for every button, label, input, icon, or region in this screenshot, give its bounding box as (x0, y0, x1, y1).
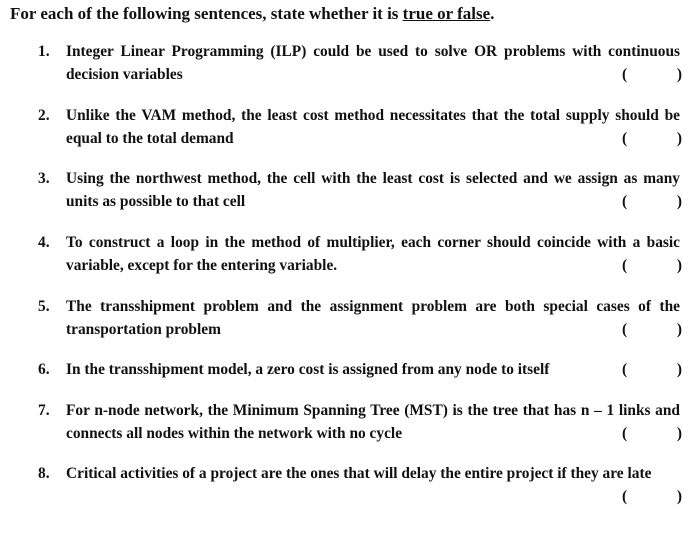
question-text: To construct a loop in the method of multiplier, each corner should coincide with a basic (66, 234, 680, 251)
question-number: 6. (38, 361, 50, 378)
question-text-continued: decision variables (66, 66, 183, 83)
open-paren: ( (622, 66, 628, 83)
answer-blank[interactable] (622, 485, 682, 508)
question-text-continued: connects all nodes within the network with no cycle (66, 425, 403, 442)
question-number: 2. (38, 107, 50, 124)
answer-blank[interactable] (622, 422, 682, 445)
open-paren: ( (622, 361, 628, 378)
question-text-continued: transportation problem (66, 321, 221, 338)
instructions-text: For each of the following sentences, state whether it is (10, 4, 403, 23)
question-text: For n-node network, the Minimum Spanning Tree (MST) is the tree that has n – 1 links and (66, 402, 680, 419)
close-paren: ) (676, 66, 682, 83)
open-paren: ( (622, 193, 628, 210)
close-paren: ) (676, 257, 682, 274)
instructions-heading (10, 4, 494, 24)
answer-blank[interactable] (622, 254, 682, 277)
open-paren: ( (622, 257, 628, 274)
close-paren: ) (676, 321, 682, 338)
question-text-continued: equal to the total demand (66, 130, 234, 147)
close-paren: ) (676, 193, 682, 210)
answer-blank[interactable] (622, 127, 682, 150)
open-paren: ( (622, 425, 628, 442)
question-number: 7. (38, 402, 50, 419)
close-paren: ) (676, 425, 682, 442)
question-text: Unlike the VAM method, the least cost method necessitates that the total supply should be (66, 107, 680, 124)
question-number: 1. (38, 43, 50, 60)
question-text-continued: units as possible to that cell (66, 193, 246, 210)
answer-blank[interactable] (622, 358, 682, 381)
question-text: In the transshipment model, a zero cost is assigned from any node to itself (66, 361, 550, 378)
open-paren: ( (622, 130, 628, 147)
question-text: Critical activities of a project are the ones that will delay the entire project if they are late (66, 465, 652, 482)
question-text-continued: variable, except for the entering variable. (66, 257, 338, 274)
open-paren: ( (622, 321, 628, 338)
answer-blank[interactable] (622, 63, 682, 86)
open-paren: ( (622, 488, 628, 505)
question-number: 3. (38, 170, 50, 187)
question-text: Using the northwest method, the cell with the least cost is selected and we assign as many (66, 170, 680, 187)
question-number: 4. (38, 234, 50, 251)
question-text: The transshipment problem and the assignment problem are both special cases of the (66, 298, 680, 315)
answer-blank[interactable] (622, 190, 682, 213)
close-paren: ) (676, 361, 682, 378)
question-number: 5. (38, 298, 50, 315)
question-text: Integer Linear Programming (ILP) could be used to solve OR problems with continuous (66, 43, 680, 60)
true-or-false-emphasis: true or false (402, 4, 491, 23)
question-number: 8. (38, 465, 50, 482)
answer-blank[interactable] (622, 318, 682, 341)
instructions-period: . (490, 4, 495, 23)
close-paren: ) (676, 130, 682, 147)
close-paren: ) (676, 488, 682, 505)
